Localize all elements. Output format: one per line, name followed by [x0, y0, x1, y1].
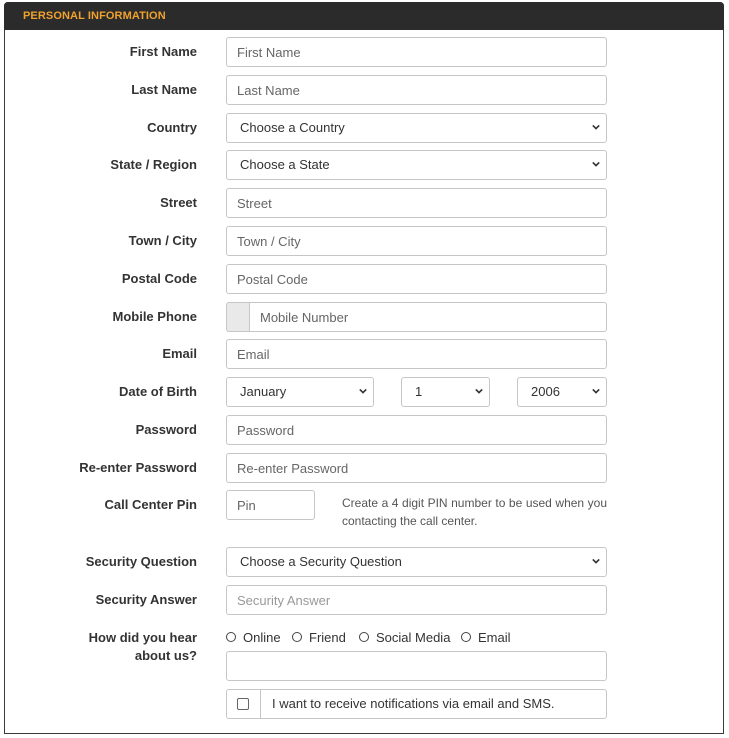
- security-answer-input[interactable]: [226, 585, 607, 615]
- hear-about-us-label-line1: How did you hear: [88, 630, 197, 645]
- country-selected-value: Choose a Country: [240, 120, 345, 135]
- radio-icon[interactable]: [226, 632, 236, 642]
- chevron-down-icon: [592, 387, 600, 395]
- town-input[interactable]: [226, 226, 607, 256]
- radio-icon[interactable]: [461, 632, 471, 642]
- date-of-birth-label: Date of Birth: [119, 384, 197, 399]
- last-name-label: Last Name: [131, 82, 197, 97]
- pin-input[interactable]: [226, 490, 315, 520]
- state-label: State / Region: [110, 157, 197, 172]
- notifications-checkbox-row[interactable]: [226, 689, 607, 719]
- radio-option-online[interactable]: [226, 628, 281, 646]
- pin-help-text: Create a 4 digit PIN number to be used when you contacting the call center.: [342, 496, 607, 528]
- reenter-password-label: Re-enter Password: [79, 460, 197, 475]
- radio-option-label: Friend: [309, 629, 346, 645]
- street-label: Street: [160, 195, 197, 210]
- dob-year-value: 2006: [531, 384, 560, 399]
- email-input[interactable]: [226, 339, 607, 369]
- last-name-input[interactable]: [226, 75, 607, 105]
- radio-option-friend[interactable]: [292, 628, 346, 646]
- password-input[interactable]: [226, 415, 607, 445]
- country-select[interactable]: [226, 113, 607, 143]
- mobile-number-input[interactable]: [249, 302, 607, 332]
- radio-option-label: Social Media: [376, 629, 451, 645]
- hear-about-us-label-line2: about us?: [134, 648, 197, 663]
- radio-option-email[interactable]: [461, 628, 511, 646]
- radio-option-label: Email: [478, 629, 511, 645]
- state-selected-value: Choose a State: [240, 157, 330, 172]
- password-label: Password: [135, 422, 197, 437]
- town-label: Town / City: [128, 233, 197, 248]
- dob-year-select[interactable]: [517, 377, 607, 407]
- security-question-select[interactable]: [226, 547, 607, 577]
- radio-icon[interactable]: [359, 632, 369, 642]
- mobile-phone-label: Mobile Phone: [112, 309, 197, 324]
- radio-option-social-media[interactable]: [359, 628, 450, 646]
- first-name-input[interactable]: [226, 37, 607, 67]
- postal-code-label: Postal Code: [121, 271, 197, 286]
- checkbox-divider: [260, 690, 261, 718]
- chevron-down-icon: [359, 387, 367, 395]
- notifications-label: I want to receive notifications via email and SMS.: [272, 696, 555, 711]
- call-center-pin-label: Call Center Pin: [104, 497, 197, 512]
- chevron-down-icon: [592, 557, 600, 565]
- chevron-down-icon: [475, 387, 483, 395]
- dob-day-select[interactable]: [401, 377, 490, 407]
- postal-code-input[interactable]: [226, 264, 607, 294]
- country-label: Country: [147, 120, 197, 135]
- street-input[interactable]: [226, 188, 607, 218]
- panel-header: [4, 2, 724, 30]
- chevron-down-icon: [592, 123, 600, 131]
- first-name-label: First Name: [129, 44, 197, 59]
- dob-month-select[interactable]: [226, 377, 374, 407]
- personal-information-panel: [4, 2, 724, 734]
- hear-about-us-other-input[interactable]: [226, 651, 607, 681]
- security-question-label: Security Question: [85, 554, 197, 569]
- state-select[interactable]: [226, 150, 607, 180]
- security-answer-label: Security Answer: [95, 592, 197, 607]
- security-question-value: Choose a Security Question: [240, 554, 402, 569]
- phone-country-code[interactable]: [226, 302, 249, 332]
- radio-option-label: Online: [243, 629, 281, 645]
- panel-title: PERSONAL INFORMATION: [23, 10, 166, 22]
- radio-icon[interactable]: [292, 632, 302, 642]
- hear-about-us-options: [226, 628, 607, 646]
- dob-day-value: 1: [415, 384, 423, 399]
- chevron-down-icon: [592, 160, 600, 168]
- email-label: Email: [162, 346, 197, 361]
- checkbox-icon[interactable]: [237, 698, 249, 710]
- reenter-password-input[interactable]: [226, 453, 607, 483]
- dob-month-value: January: [240, 384, 287, 399]
